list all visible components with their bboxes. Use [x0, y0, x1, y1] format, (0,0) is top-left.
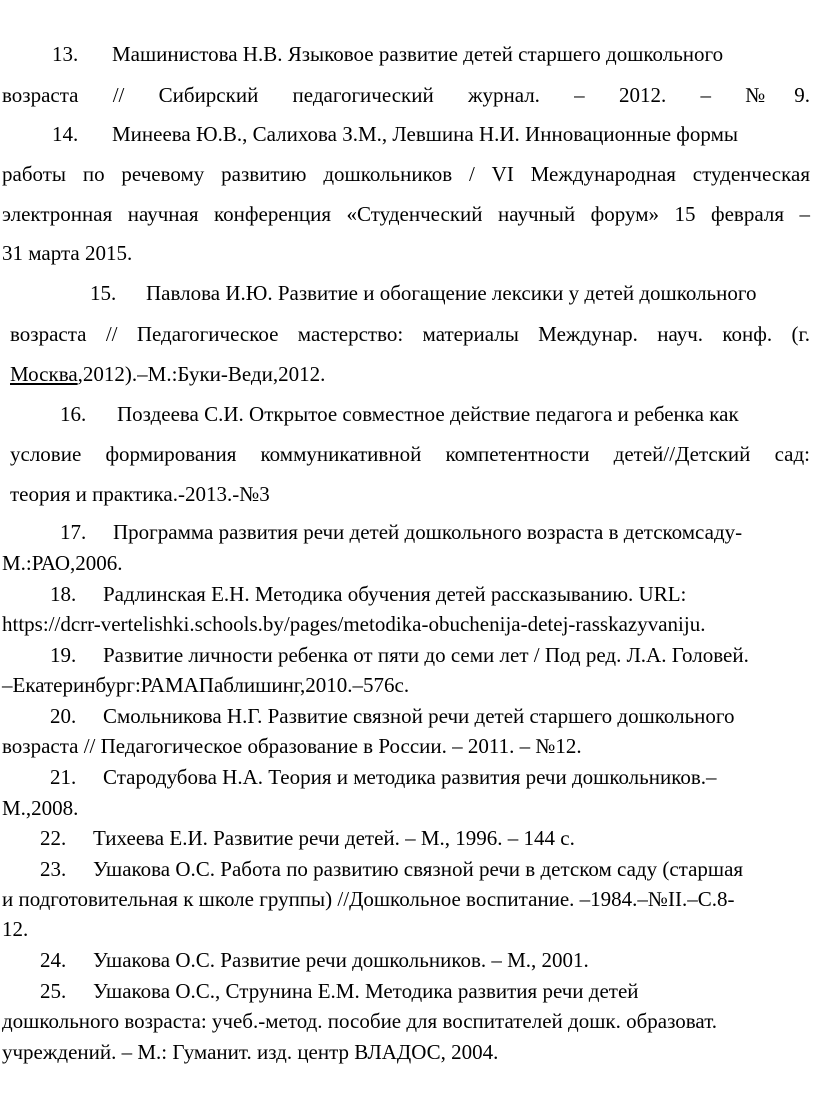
entry-line: электронная научная конференция «Студенческий научный форум» 15 февраля –	[2, 202, 810, 226]
entry-line: работы по речевому развитию дошкольников / VI Международная студенческая	[2, 162, 810, 186]
entry-line: Программа развития речи детей дошкольного возраста в детскомсаду-	[113, 520, 743, 544]
entry-number: 13.	[52, 42, 79, 66]
entry-line: Поздеева С.И. Открытое совместное действие педагога и ребенка как	[117, 402, 739, 426]
entry-line: М.,2008.	[2, 796, 79, 820]
entry-line: и подготовительная к школе группы) //Дошкольное воспитание. –1984.–№II.–С.8-	[2, 887, 735, 911]
entry-line: 31 марта 2015.	[2, 241, 133, 265]
entry-line: возраста // Сибирский педагогический журнал. – 2012. – №9.	[2, 83, 810, 107]
entry-line: Радлинская Е.Н. Методика обучения детей рассказыванию. URL:	[103, 582, 687, 606]
entry-line: Тихеева Е.И. Развитие речи детей. – М., 1996. – 144 с.	[93, 826, 575, 850]
entry-number: 17.	[60, 520, 87, 544]
entry-line: Ушакова О.С. Работа по развитию связной речи в детском саду (старшая	[93, 857, 744, 881]
entry-number: 22.	[40, 826, 67, 850]
entry-line: Павлова И.Ю. Развитие и обогащение лексики у детей дошкольного	[146, 281, 757, 305]
entry-number: 15.	[90, 281, 117, 305]
entry-line: дошкольного возраста: учеб.-метод. пособие для воспитателей дошк. образоват.	[2, 1009, 718, 1033]
entry-number: 24.	[40, 948, 67, 972]
entry-number: 25.	[40, 979, 67, 1003]
place-link[interactable]: Москва	[10, 362, 78, 386]
entry-line: –Екатеринбург:РАМАПаблишинг,2010.–576с.	[2, 673, 410, 697]
entry-line: Минеева Ю.В., Салихова З.М., Левшина Н.И. Инновационные формы	[112, 122, 738, 146]
entry-line: условие формирования коммуникативной компетентности детей//Детский сад:	[10, 442, 810, 466]
entry-line: учреждений. – М.: Гуманит. изд. центр ВЛАДОС, 2004.	[2, 1040, 499, 1064]
entry-line: Развитие личности ребенка от пяти до семи лет / Под ред. Л.А. Головей.	[103, 643, 749, 667]
entry-line: 12.	[2, 917, 29, 941]
url-link[interactable]: https://dcrr-vertelishki.schools.by/pages/metodika-obuchenija-detej-rasskazyvaniju.	[2, 612, 706, 636]
entry-number: 19.	[50, 643, 77, 667]
entry-line: Смольникова Н.Г. Развитие связной речи детей старшего дошкольного	[103, 704, 735, 728]
entry-line: Ушакова О.С., Струнина Е.М. Методика развития речи детей	[93, 979, 639, 1003]
entry-line: возраста // Педагогическое образование в России. – 2011. – №12.	[2, 734, 582, 758]
entry-number: 23.	[40, 857, 67, 881]
entry-number: 18.	[50, 582, 77, 606]
entry-line: теория и практика.-2013.-№3	[10, 482, 270, 506]
entry-line: Ушакова О.С. Развитие речи дошкольников. – М., 2001.	[93, 948, 589, 972]
entry-line: ,2012).–М.:Буки-Веди,2012.	[77, 362, 326, 386]
entry-line: Стародубова Н.А. Теория и методика развития речи дошкольников.–	[103, 765, 717, 789]
entry-number: 14.	[52, 122, 79, 146]
entry-number: 20.	[50, 704, 77, 728]
entry-line: Машинистова Н.В. Языковое развитие детей старшего дошкольного	[112, 42, 724, 66]
entry-line: возраста // Педагогическое мастерство: материалы Междунар. науч. конф. (г.	[10, 322, 810, 346]
entry-line: М.:РАО,2006.	[2, 551, 123, 575]
entry-number: 16.	[60, 402, 87, 426]
entry-number: 21.	[50, 765, 77, 789]
